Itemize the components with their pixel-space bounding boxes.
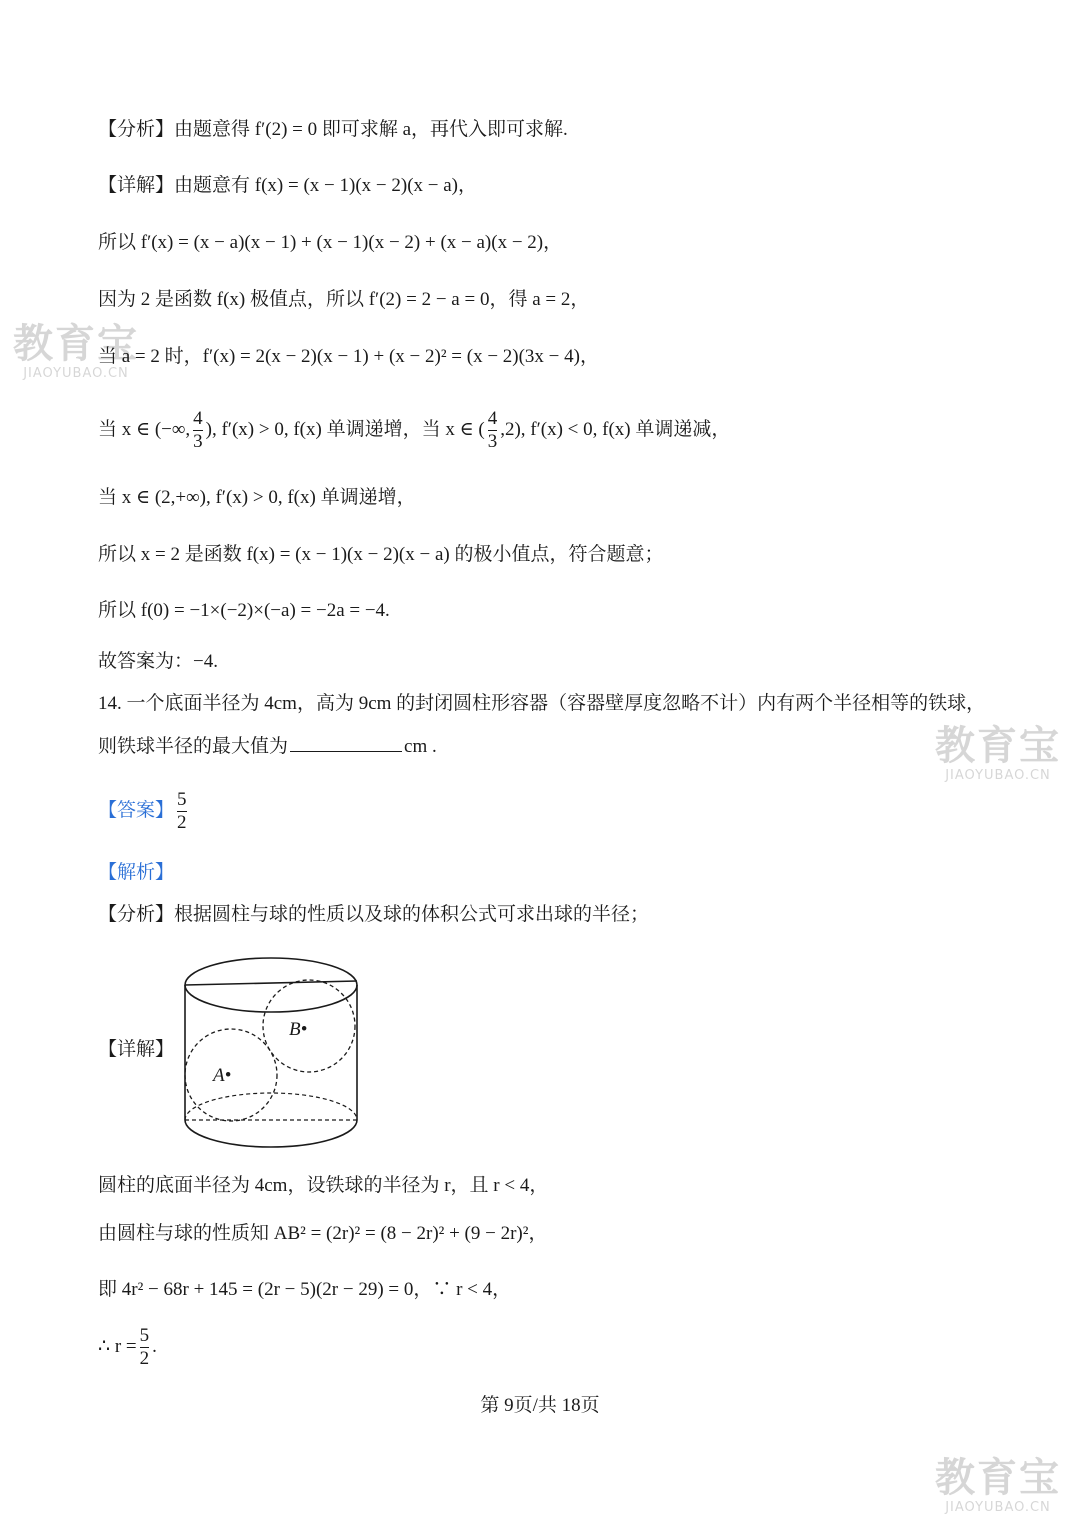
frac-num: 4 (193, 408, 203, 430)
fraction-4-3 (193, 408, 203, 453)
answer-fraction (177, 789, 187, 834)
analysis-tag: 【分析】 (98, 119, 175, 140)
frac-den: 2 (139, 1348, 150, 1370)
watermark-url: JIAOYUBAO.CN (23, 366, 129, 381)
step-2: 由圆柱与球的性质知 AB² = (2r)² = (8 − 2r)² + (9 − 2r)²， (98, 1223, 548, 1244)
answer-blank (290, 731, 402, 752)
sphere-b (263, 980, 355, 1072)
watermark-text: 教育宝 (935, 1455, 1061, 1501)
watermark-text: 教育宝 (935, 723, 1061, 769)
watermark-url: JIAOYUBAO.CN (945, 768, 1051, 783)
interval-text: ,2), f′(x) < 0, f(x) 单调递减， (500, 419, 731, 440)
watermark-logo-right (928, 724, 1068, 783)
bottom-ellipse-front (185, 1120, 357, 1147)
period: . (152, 1336, 157, 1357)
question-text: 则铁球半径的最大值为 (98, 736, 289, 757)
watermark-logo-bottom (928, 1456, 1068, 1515)
question-14-line-2 (98, 731, 437, 761)
conclusion-line: 所以 x = 2 是函数 f(x) = (x − 1)(x − 2)(x − a) 的极小值点，符合题意； (98, 544, 664, 565)
monotonic-line-2: 当 x ∈ (2,+∞), f′(x) > 0, f(x) 单调递增， (98, 487, 416, 508)
top-diameter (185, 981, 357, 985)
analysis-line-14 (98, 901, 649, 929)
step-4 (98, 1322, 157, 1372)
frac-den: 3 (193, 431, 203, 453)
interval-text: ), f′(x) > 0, f(x) 单调递增，当 x ∈ ( (205, 419, 485, 440)
analysis-text: 根据圆柱与球的性质以及球的体积公式可求出球的半径； (174, 904, 650, 925)
monotonic-line-1 (98, 402, 730, 458)
frac-num: 4 (487, 408, 498, 430)
derivative-line: 所以 f′(x) = (x − a)(x − 1) + (x − 1)(x − 2) + (x − a)(x − 2)， (98, 232, 563, 253)
cylinder-diagram (178, 950, 364, 1156)
detail-line (98, 172, 477, 200)
question-14-line-1: 14. 一个底面半径为 4cm，高为 9cm 的封闭圆柱形容器（容器壁厚度忽略不计）内有两个半径相等的铁球， (98, 693, 986, 714)
fraction-4-3 (488, 408, 498, 453)
extremum-line: 因为 2 是函数 f(x) 极值点，所以 f′(2) = 2 − a = 0，得 a = 2， (98, 289, 590, 310)
label-a: A• (213, 1065, 232, 1086)
frac-den: 3 (487, 431, 498, 453)
detail-tag: 【详解】 (98, 175, 175, 196)
detail-text: 由题意有 f(x) = (x − 1)(x − 2)(x − a)， (174, 175, 478, 196)
unit-text: cm . (404, 736, 437, 757)
interval-text: 当 x ∈ (−∞, (98, 419, 191, 440)
value-line: 所以 f(0) = −1×(−2)×(−a) = −2a = −4. (98, 600, 390, 621)
page-footer: 第 9页/共 18页 (480, 1395, 600, 1416)
watermark-text: 教育宝 (13, 321, 139, 367)
analysis-tag: 【分析】 (98, 904, 175, 925)
analysis-text: 由题意得 f′(2) = 0 即可求解 a，再代入即可求解. (174, 119, 568, 140)
result-fraction (140, 1325, 150, 1370)
detail-tag-14: 【详解】 (98, 1039, 175, 1060)
step-3: 即 4r² − 68r + 145 = (2r − 5)(2r − 29) = 0，∵ r < 4， (98, 1279, 512, 1300)
step-1: 圆柱的底面半径为 4cm，设铁球的半径为 r，且 r < 4， (98, 1175, 549, 1196)
answer-tag: 【答案】 (98, 800, 175, 821)
frac-num: 5 (177, 789, 187, 811)
substitution-line: 当 a = 2 时，f′(x) = 2(x − 2)(x − 1) + (x − 2)² = (x − 2)(3x − 4)， (98, 346, 599, 367)
watermark-url: JIAOYUBAO.CN (945, 1500, 1051, 1515)
label-b: B• (289, 1019, 308, 1040)
therefore-text: ∴ r = (98, 1336, 137, 1357)
answer-line: 故答案为：−4. (98, 651, 218, 672)
frac-num: 5 (139, 1325, 150, 1347)
answer-row (98, 786, 190, 836)
solution-tag: 【解析】 (98, 862, 175, 883)
analysis-line (98, 116, 568, 144)
frac-den: 2 (177, 812, 187, 834)
